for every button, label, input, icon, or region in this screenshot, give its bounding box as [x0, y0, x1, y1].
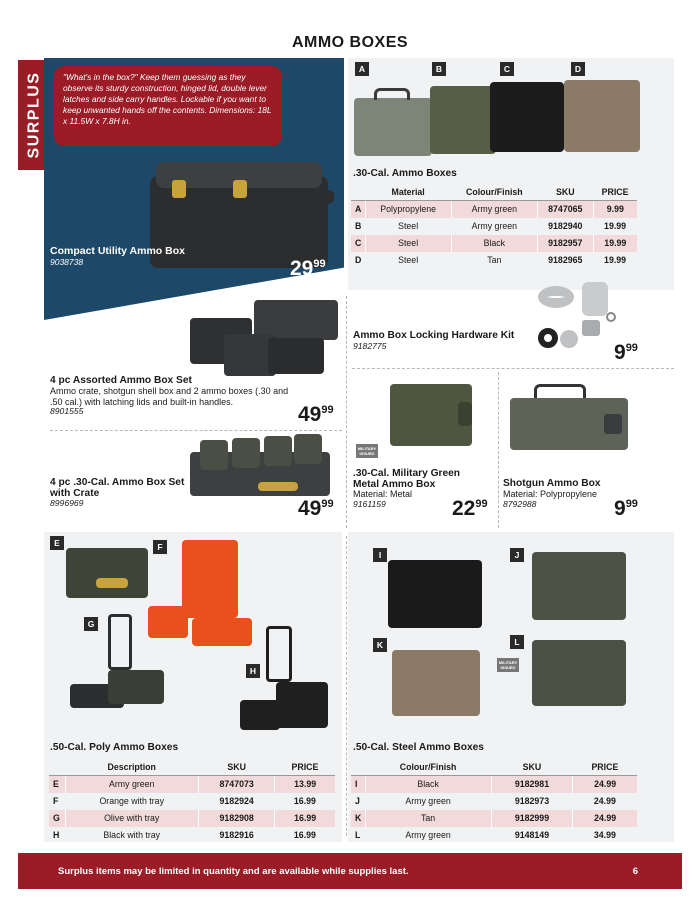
cal50steel-title: .50-Cal. Steel Ammo Boxes	[353, 742, 484, 753]
table-row: C Steel Black 9182957 19.99	[351, 235, 637, 252]
hero-sku: 9038738	[50, 257, 84, 267]
crate-set-name: 4 pc .30-Cal. Ammo Box Set with Crate	[50, 477, 185, 499]
military-sku: 9161159	[353, 499, 386, 509]
divider	[50, 430, 342, 431]
col-price: PRICE	[275, 759, 335, 776]
letter-l-tag: L	[510, 635, 524, 649]
table-row: J Army green 9182973 24.99	[355, 796, 616, 806]
table-row: E Army green 8747073 13.99	[49, 776, 335, 793]
cal30-table	[351, 184, 637, 269]
table-row: B Steel Army green 9182940 19.99	[355, 221, 627, 231]
military-issued-badge: MILITARY ISSUED	[498, 660, 518, 670]
table-row: I Black 9182981 24.99	[351, 776, 637, 793]
military-name: .30-Cal. Military Green Metal Ammo Box	[353, 468, 461, 490]
col-material: Material	[365, 184, 451, 201]
crate-set-sku: 8996969	[50, 498, 84, 508]
letter-d-tag: D	[571, 62, 585, 76]
page-number: 6	[632, 865, 638, 877]
col-sku: SKU	[537, 184, 593, 201]
letter-a-tag: A	[355, 62, 369, 76]
hardware-sku: 9182775	[353, 341, 387, 351]
assorted-price: $49^{99}$	[298, 403, 334, 426]
table-row: L Army green 9148149 34.99	[355, 830, 616, 840]
cal50steel-table	[351, 759, 637, 844]
col-finish: Colour/Finish	[451, 184, 537, 201]
shotgun-material: Material: Polypropylene	[503, 489, 598, 499]
footer-bar	[18, 853, 682, 889]
cal30-title: .30-Cal. Ammo Boxes	[353, 168, 457, 179]
shotgun-price: $9^{99}$	[614, 497, 638, 520]
col-price: PRICE	[573, 759, 637, 776]
letter-e-tag: E	[50, 536, 64, 550]
hero-callout: "What's in the box?" Keep them guessing as they observe its sturdy construction, hinged lid, double lever latches and side carry handles. Lockable if you want to keep unwanted hands off the contents. Dimensions: 18L x 11.5W x 7.8H in.	[54, 66, 282, 146]
col-price: PRICE	[593, 184, 637, 201]
military-issued-badge: MILITARY ISSUED	[357, 446, 377, 456]
hero-price: $29^{99}$	[290, 257, 326, 280]
assorted-sku: 8901555	[50, 406, 84, 416]
col-sku: SKU	[491, 759, 573, 776]
hardware-name: Ammo Box Locking Hardware Kit	[353, 330, 515, 341]
military-price: $22^{99}$	[452, 497, 488, 520]
letter-c-tag: C	[500, 62, 514, 76]
letter-i-tag: I	[373, 548, 387, 562]
letter-f-tag: F	[153, 540, 167, 554]
crate-set-price: $49^{99}$	[298, 497, 334, 520]
table-row: D Steel Tan 9182965 19.99	[355, 255, 627, 265]
letter-j-tag: J	[510, 548, 524, 562]
divider	[498, 372, 499, 528]
surplus-tab: SURPLUS	[18, 60, 50, 170]
cal50poly-table	[49, 759, 335, 844]
table-row: A Polypropylene Army green 8747065 9.99	[351, 201, 637, 218]
divider	[346, 296, 347, 528]
letter-b-tag: B	[432, 62, 446, 76]
military-material: Material: Metal	[353, 489, 413, 499]
table-row: F Orange with tray 9182924 16.99	[53, 796, 316, 806]
footer-note: Surplus items may be limited in quantity and are available while supplies last.	[58, 865, 409, 877]
divider	[352, 368, 674, 369]
hero-product-name: Compact Utility Ammo Box	[50, 245, 185, 257]
cal50poly-title: .50-Cal. Poly Ammo Boxes	[50, 742, 179, 753]
col-sku: SKU	[198, 759, 274, 776]
table-row: H Black with tray 9182916 16.99	[53, 830, 316, 840]
shotgun-sku: 8792988	[503, 499, 537, 509]
table-row: K Tan 9182999 24.99	[351, 810, 637, 827]
hardware-price: $9^{99}$	[614, 341, 638, 364]
shotgun-name: Shotgun Ammo Box	[503, 478, 601, 489]
letter-h-tag: H	[246, 664, 260, 678]
assorted-desc: Ammo crate, shotgun shell box and 2 ammo boxes (.30 and .50 cal.) with latching lids and built-in handles.	[50, 386, 289, 407]
col-finish: Colour/Finish	[365, 759, 491, 776]
col-description: Description	[65, 759, 198, 776]
letter-k-tag: K	[373, 638, 387, 652]
assorted-name: 4 pc Assorted Ammo Box Set	[50, 375, 192, 386]
letter-g-tag: G	[84, 617, 98, 631]
page-title: AMMO BOXES	[291, 34, 409, 51]
table-row: G Olive with tray 9182908 16.99	[49, 810, 335, 827]
divider	[346, 536, 347, 836]
